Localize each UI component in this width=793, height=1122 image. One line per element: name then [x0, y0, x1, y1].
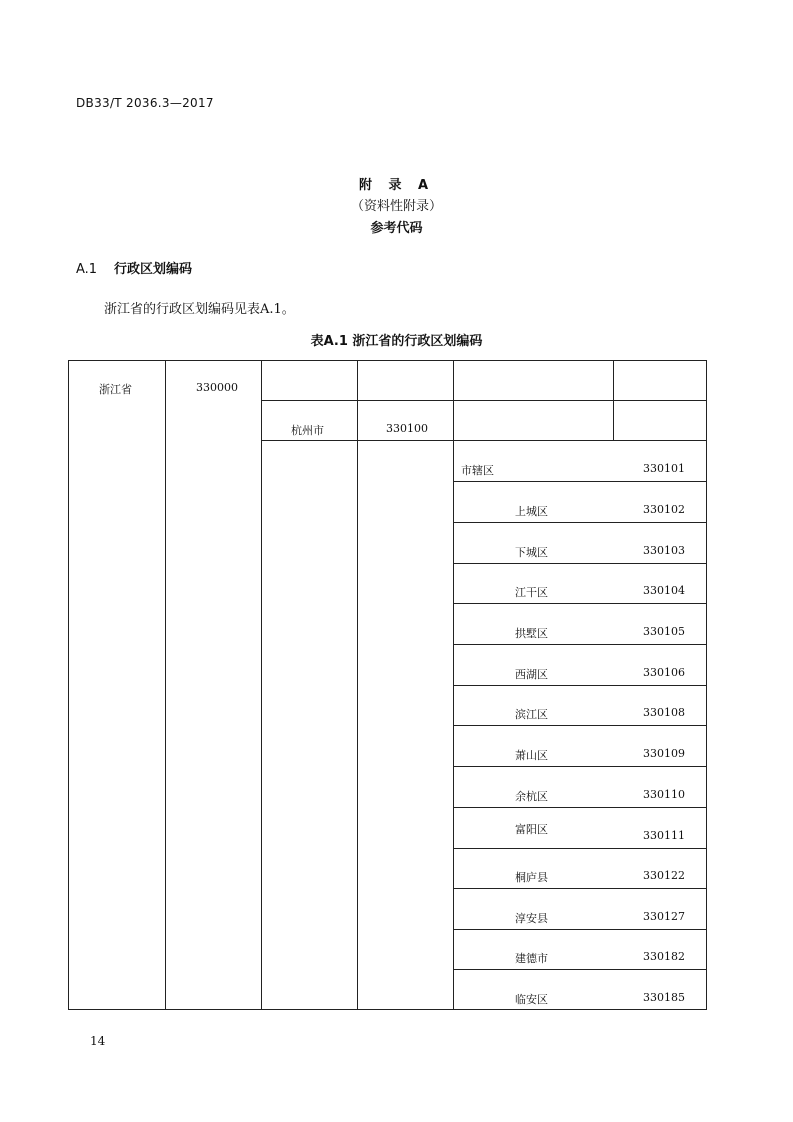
- division-code-table: [68, 360, 707, 1010]
- city-name: 杭州市: [291, 424, 324, 437]
- district-name: 滨江区: [515, 708, 548, 721]
- district-code: 330111: [643, 829, 685, 842]
- table-grid: [68, 360, 708, 1011]
- district-name: 淳安县: [515, 912, 548, 925]
- table-caption: 表A.1 浙江省的行政区划编码: [310, 334, 483, 349]
- district-name: 桐庐县: [515, 871, 548, 884]
- district-name: 市辖区: [461, 464, 494, 477]
- district-name: 江干区: [515, 586, 548, 599]
- district-code: 330104: [643, 584, 685, 597]
- district-name: 西湖区: [515, 668, 548, 681]
- district-code: 330110: [643, 788, 685, 801]
- appendix-name: 参考代码: [370, 221, 423, 236]
- district-name: 临安区: [515, 993, 548, 1006]
- appendix-type: （资料性附录）: [350, 199, 442, 214]
- district-code: 330109: [643, 747, 685, 760]
- district-name: 上城区: [515, 505, 548, 518]
- section-number: A.1: [76, 262, 98, 277]
- district-name: 建德市: [515, 952, 548, 965]
- district-code: 330103: [643, 544, 685, 557]
- district-code: 330102: [643, 503, 685, 516]
- district-code: 330105: [643, 625, 685, 638]
- section-title: 行政区划编码: [114, 262, 193, 277]
- document-code: DB33/T 2036.3—2017: [76, 96, 214, 110]
- district-name: 萧山区: [515, 749, 548, 762]
- district-name: 富阳区: [515, 823, 548, 836]
- district-code: 330101: [643, 462, 685, 475]
- city-code: 330100: [386, 422, 428, 435]
- body-paragraph: 浙江省的行政区划编码见表A.1。: [104, 302, 295, 317]
- district-code: 330122: [643, 869, 685, 882]
- district-name: 余杭区: [515, 790, 548, 803]
- district-code: 330108: [643, 706, 685, 719]
- page-number: 14: [90, 1034, 106, 1048]
- district-code: 330106: [643, 666, 685, 679]
- section-heading: [76, 258, 192, 277]
- district-name: 下城区: [515, 546, 548, 559]
- district-code: 330127: [643, 910, 685, 923]
- appendix-title: 附 录 A: [358, 178, 435, 193]
- province-name: 浙江省: [99, 383, 132, 396]
- province-code: 330000: [196, 381, 238, 394]
- district-code: 330185: [643, 991, 685, 1004]
- district-name: 拱墅区: [515, 627, 548, 640]
- district-code: 330182: [643, 950, 685, 963]
